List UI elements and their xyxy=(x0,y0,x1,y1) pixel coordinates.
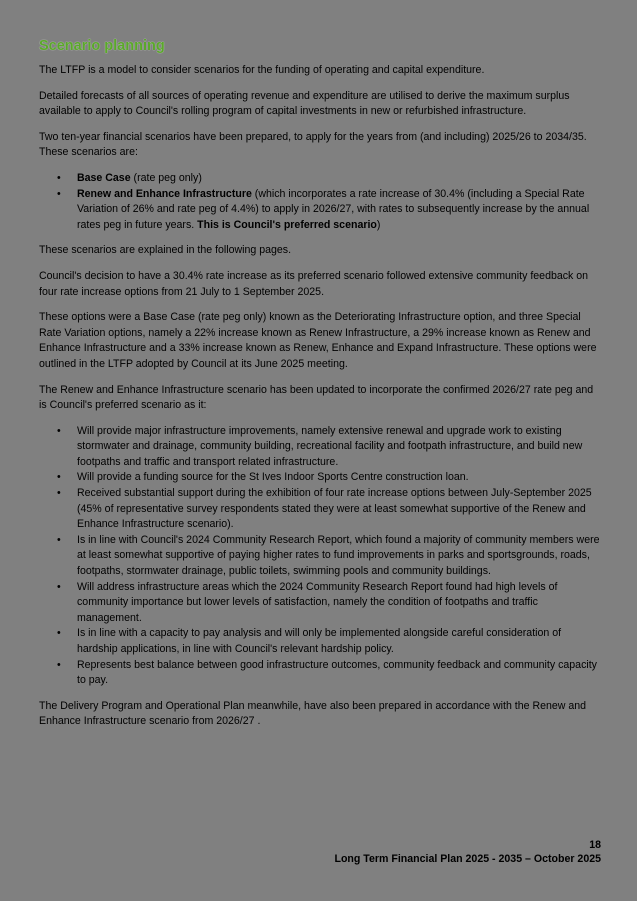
scenario-desc: (rate peg only) xyxy=(130,171,202,184)
paragraph: These scenarios are explained in the following pages. xyxy=(39,244,292,257)
list-item: • Will provide major infrastructure improvements, namely extensive renewal and upgrade work to existing stormwater and drainage, community building, recreational facility and footpath infrastructure, and build new footpaths and traffic and transport related infrastructure. xyxy=(77,424,601,471)
closing-paren: ) xyxy=(376,218,381,231)
preferred-note: This is Council's preferred scenario xyxy=(197,218,377,231)
paragraph: Council's decision to have a 30.4% rate increase as its preferred scenario followed extensive community feedback on four rate increase options from 21 July to 1 September 2025. xyxy=(39,269,589,298)
page-footer xyxy=(334,838,601,866)
scenario-desc: (which incorporates a rate increase of 30.4% (including a Special Rate Variation of 26% and rate peg of 4.4%) to apply in 2026/27, with rates to subsequently increase by the annual rates peg in future years. xyxy=(77,187,590,231)
page-content xyxy=(39,38,601,740)
scenario-list xyxy=(39,171,601,233)
scenario-name: Base Case xyxy=(77,171,131,184)
document-title: Long Term Financial Plan 2025 - 2035 – October 2025 xyxy=(334,853,601,865)
list-item xyxy=(77,187,601,234)
list-item: • Is in line with a capacity to pay analysis and will only be implemented alongside careful consideration of hardship applications, in line with Council's relevant hardship policy. xyxy=(77,626,601,657)
paragraph: The LTFP is a model to consider scenarios for the funding of operating and capital expenditure. xyxy=(39,64,485,76)
list-item: • Will provide a funding source for the St Ives Indoor Sports Centre construction loan. xyxy=(77,470,601,486)
list-item: • Represents best balance between good infrastructure outcomes, community feedback and community capacity to pay. xyxy=(77,658,601,689)
list-item: • Will address infrastructure areas which the 2024 Community Research Report found had high levels of community importance but lower levels of satisfaction, namely the condition of footpaths and traffic management. xyxy=(77,580,601,627)
list-item: • Is in line with Council's 2024 Community Research Report, which found a majority of community members were at least somewhat supportive of paying higher rates to fund improvements in parks and sportsgrounds, roads, footpaths, stormwater drainage, public toilets, swimming pools and community buildings. xyxy=(77,533,601,580)
paragraph: The Renew and Enhance Infrastructure scenario has been updated to incorporate the confirmed 2026/27 rate peg and is Council's preferred scenario as it: xyxy=(39,383,594,412)
paragraph: Two ten-year financial scenarios have been prepared, to apply for the years from (and including) 2025/26 to 2034/35. These scenarios are: xyxy=(39,130,587,159)
paragraph: These options were a Base Case (rate peg only) known as the Deteriorating Infrastructure option, and three Special Rate Variation options, namely a 22% increase known as Renew Infrastructure, a 29% increase known as Renew and Enhance Infrastructure and a 33% increase known as Renew, Enhance and Expand Infrastructure. These options were outlined in the LTFP adopted by Council at its June 2025 meeting. xyxy=(39,311,597,370)
list-item: • Received substantial support during the exhibition of four rate increase options between July-September 2025 (45% of representative survey respondents stated they were at least somewhat supportive of the Renew and Enhance Infrastructure scenario). xyxy=(77,486,601,533)
reasons-list xyxy=(39,424,601,689)
page-number: 18 xyxy=(589,839,601,851)
section-heading: Scenario planning xyxy=(39,38,165,54)
list-item xyxy=(77,171,601,187)
scenario-name: Renew and Enhance Infrastructure xyxy=(77,187,252,200)
paragraph: Detailed forecasts of all sources of operating revenue and expenditure are utilised to derive the maximum surplus available to apply to Council's rolling program of capital investments in new or refurbished infrastructure. xyxy=(39,89,570,118)
paragraph: The Delivery Program and Operational Plan meanwhile, have also been prepared in accordance with the Renew and Enhance Infrastructure scenario from 2026/27 . xyxy=(39,699,587,728)
